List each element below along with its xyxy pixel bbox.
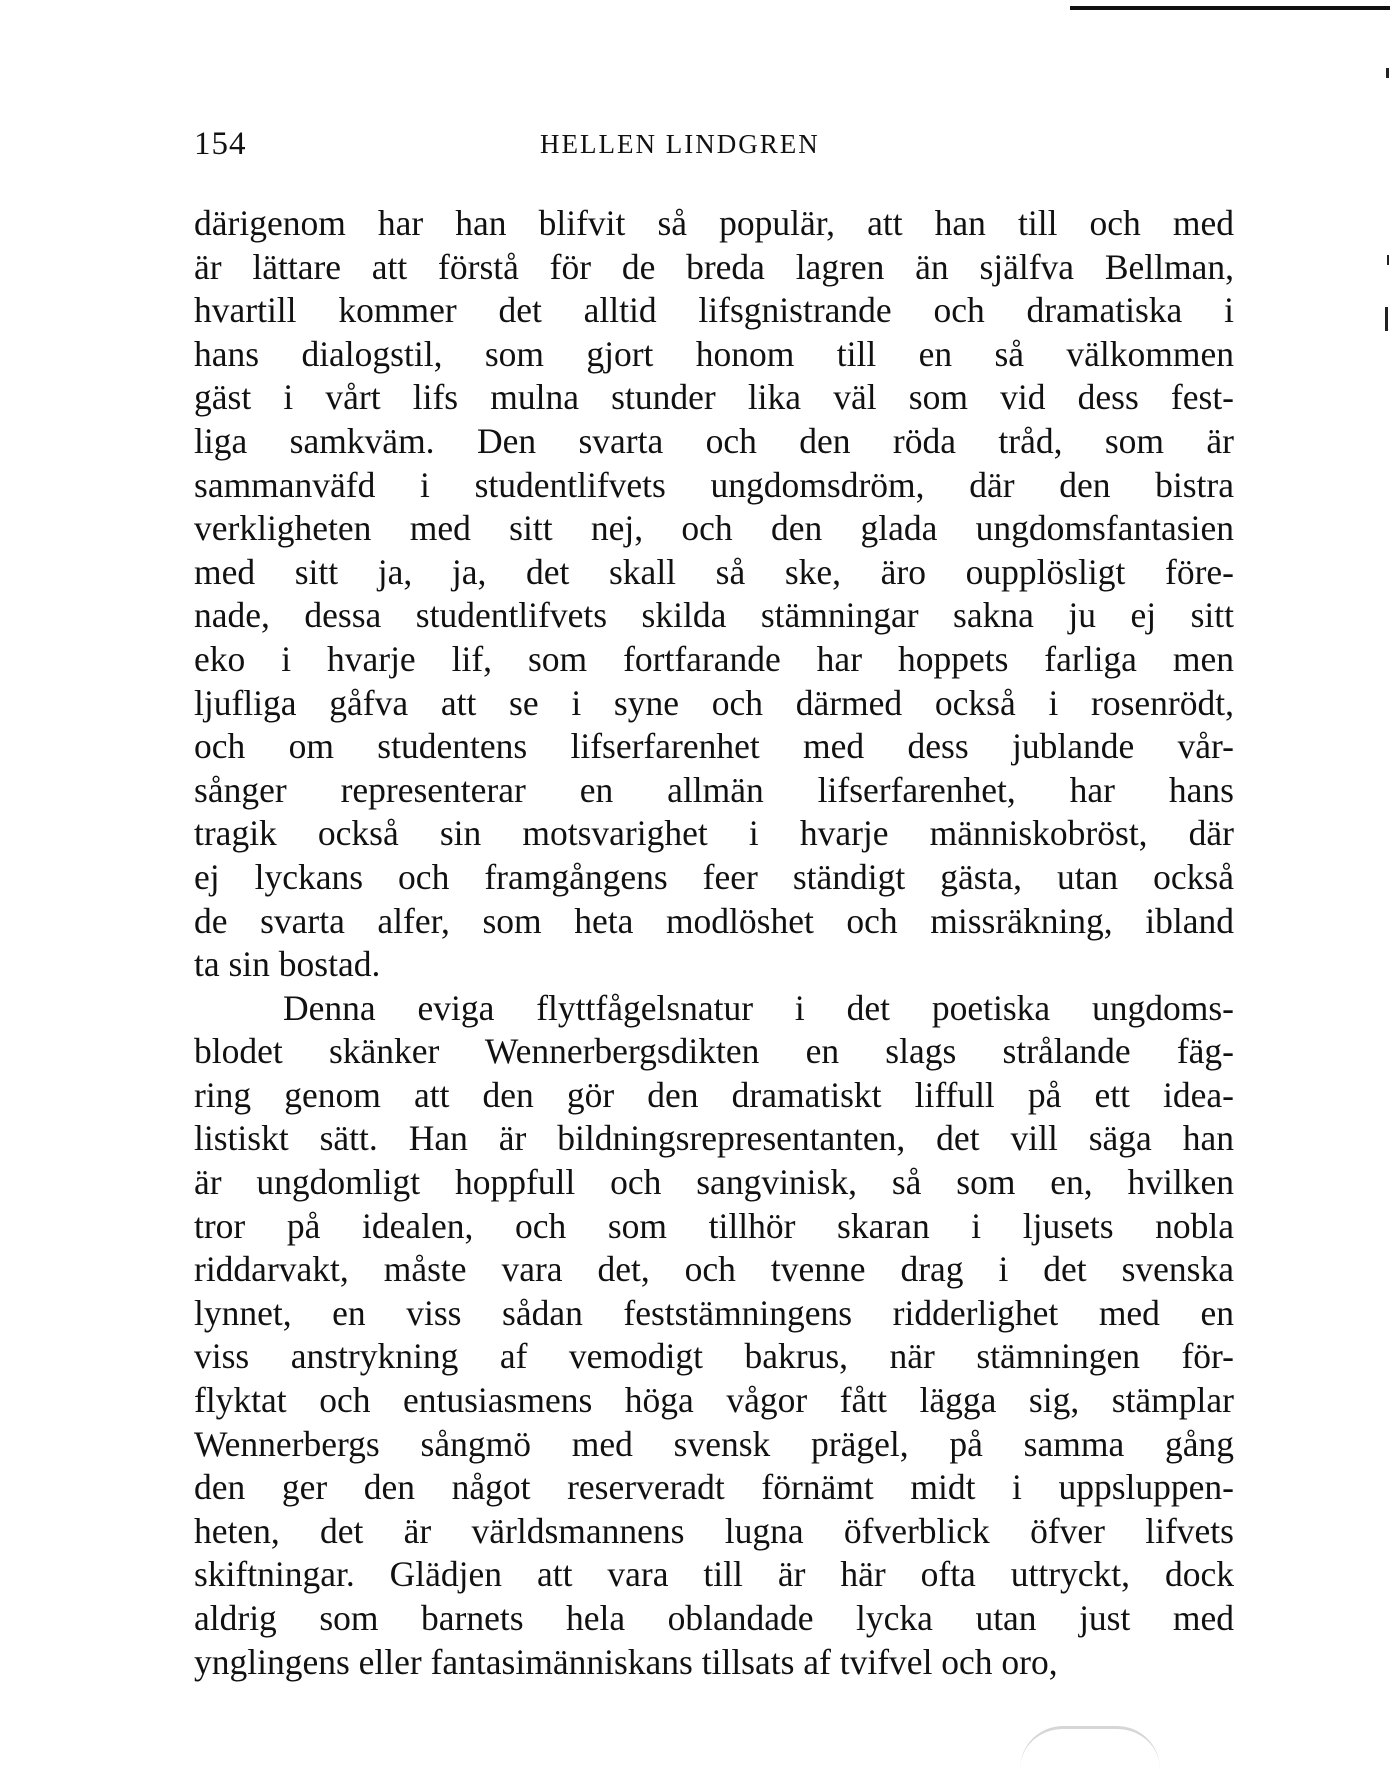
text-line: ljufliga gåfva att se i syne och därmed också i rosenrödt, — [194, 682, 1234, 723]
page-header — [194, 126, 1234, 166]
text-line: skiftningar. Glädjen att vara till är här ofta uttryckt, dock — [194, 1554, 1234, 1595]
text-line: med sitt ja, ja, det skall så ske, äro oupplösligt före- — [194, 551, 1234, 592]
text-line: viss anstrykning af vemodigt bakrus, när stämningen för- — [194, 1336, 1234, 1377]
paragraph-1 — [194, 202, 1234, 987]
text-line: tragik också sin motsvarighet i hvarje människobröst, där — [194, 813, 1234, 854]
text-line: riddarvakt, måste vara det, och tvenne drag i det svenska — [194, 1249, 1234, 1290]
text-line: tror på idealen, och som tillhör skaran i ljusets nobla — [194, 1205, 1234, 1246]
text-line: ej lyckans och framgångens feer ständigt gästa, utan också — [194, 856, 1234, 897]
top-edge-rule — [1070, 6, 1390, 10]
text-line: och om studentens lifserfarenhet med dess jublande vår- — [194, 726, 1234, 767]
text-line: därigenom har han blifvit så populär, att han till och med — [194, 203, 1234, 243]
text-line: sånger representerar en allmän lifserfarenhet, har hans — [194, 769, 1234, 810]
text-line: blodet skänker Wennerbergsdikten en slags strålande fäg- — [194, 1031, 1234, 1072]
text-line: gäst i vårt lifs mulna stunder lika väl som vid dess fest- — [194, 377, 1234, 418]
edge-mark — [1385, 307, 1388, 331]
text-line: ta sin bostad. — [194, 944, 381, 985]
text-line: ynglingens eller fantasimänniskans tillsats af tvifvel och oro, — [194, 1641, 1058, 1682]
text-line: hans dialogstil, som gjort honom till en så välkommen — [194, 333, 1234, 374]
page-number: 154 — [194, 126, 247, 162]
text-line: sammanväfd i studentlifvets ungdomsdröm, där den bistra — [194, 464, 1234, 505]
text-line: eko i hvarje lif, som fortfarande har hoppets farliga men — [194, 638, 1234, 679]
text-line: Wennerbergs sångmö med svensk prägel, på samma gång — [194, 1423, 1234, 1464]
text-line: ring genom att den gör den dramatiskt liffull på ett idea- — [194, 1074, 1234, 1115]
paragraph-2 — [194, 987, 1234, 1685]
text-line: hvartill kommer det alltid lifsgnistrande och dramatiska i — [194, 290, 1234, 331]
text-line: verkligheten med sitt nej, och den glada ungdomsfantasien — [194, 508, 1234, 549]
edge-mark — [1386, 68, 1389, 78]
scan-smudge — [1020, 1726, 1160, 1769]
text-line: de svarta alfer, som heta modlöshet och missräkning, ibland — [194, 900, 1234, 941]
edge-mark — [1387, 255, 1389, 265]
running-head: HELLEN LINDGREN — [540, 129, 820, 159]
text-line: liga samkväm. Den svarta och den röda tråd, som är — [194, 420, 1234, 461]
text-line: är ungdomligt hoppfull och sangvinisk, så som en, hvilken — [194, 1162, 1234, 1203]
text-line: den ger den något reserveradt förnämt midt i uppsluppen- — [194, 1467, 1234, 1508]
text-line: Denna eviga flyttfågelsnatur i det poetiska ungdoms- — [283, 987, 1234, 1028]
text-line: aldrig som barnets hela oblandade lycka utan just med — [194, 1598, 1234, 1638]
book-page — [194, 126, 1234, 1684]
text-line: nade, dessa studentlifvets skilda stämningar sakna ju ej sitt — [194, 595, 1234, 636]
text-line: listiskt sätt. Han är bildningsrepresentanten, det vill säga han — [194, 1118, 1234, 1159]
text-line: lynnet, en viss sådan feststämningens ridderlighet med en — [194, 1292, 1234, 1333]
text-line: heten, det är världsmannens lugna öfverblick öfver lifvets — [194, 1510, 1234, 1551]
text-line: flyktat och entusiasmens höga vågor fått lägga sig, stämplar — [194, 1380, 1234, 1421]
text-line: är lättare att förstå för de breda lagren än själfva Bellman, — [194, 246, 1234, 287]
body-text — [194, 202, 1234, 1684]
